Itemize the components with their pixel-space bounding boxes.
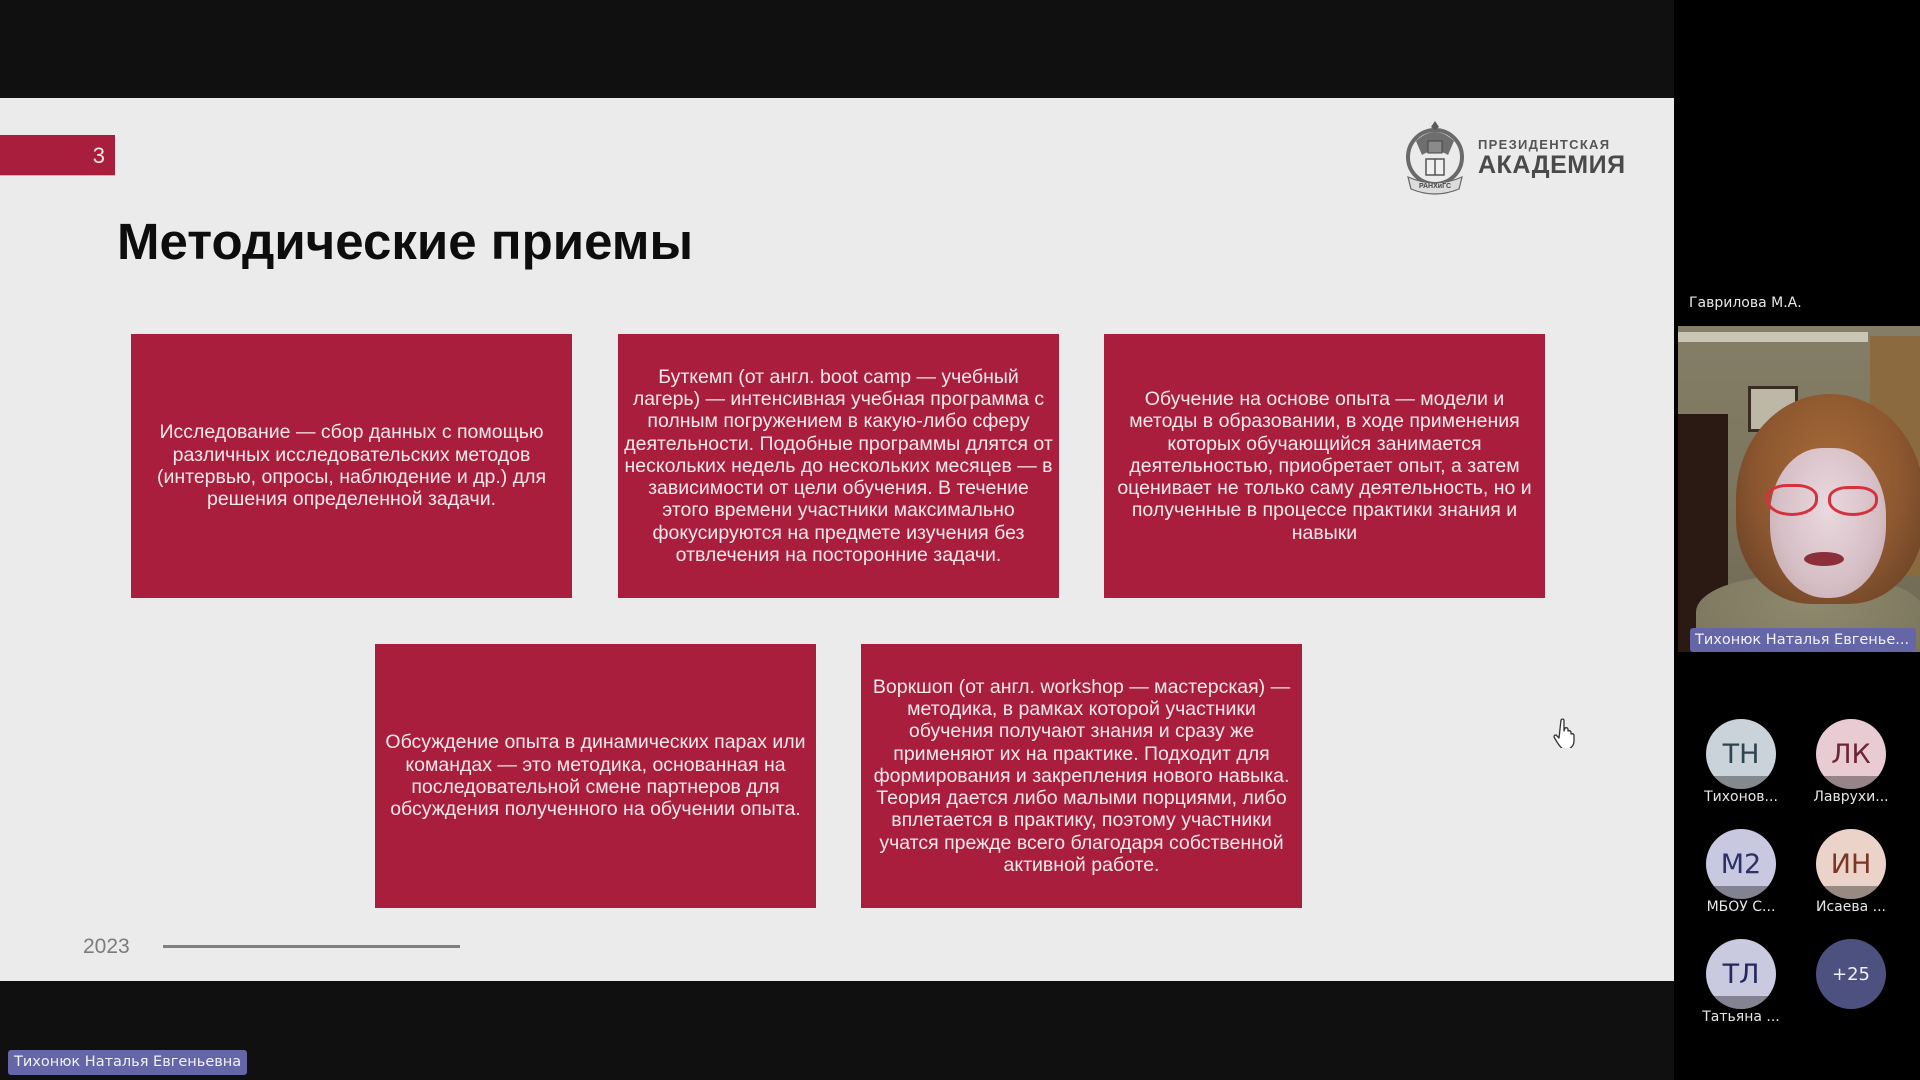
avatar: ИН xyxy=(1816,829,1886,899)
page-number: 3 xyxy=(92,143,105,168)
avatar: ЛК xyxy=(1816,719,1886,789)
speaker-name-label: Тихонюк Наталья Евгенье... xyxy=(1690,628,1916,652)
slide-title: Методические приемы xyxy=(117,213,694,270)
participant-name: Лаврухи... xyxy=(1813,789,1889,805)
logo-line2: АКАДЕМИЯ xyxy=(1478,151,1626,179)
method-box-text: Исследование — сбор данных с помощью различных исследовательских методов (интервью, опросы, наблюдение и др.) для решения определенной задачи. xyxy=(156,421,547,511)
footer-year: 2023 xyxy=(83,935,130,958)
participant-avatar-1[interactable] xyxy=(1686,719,1796,814)
speaker-video-tile[interactable] xyxy=(1678,326,1920,652)
academy-logo xyxy=(1402,115,1626,207)
method-box-experiential xyxy=(1104,334,1545,598)
method-box-research xyxy=(131,334,572,598)
participant-name: Исаева ... xyxy=(1816,899,1886,915)
participant-name: МБОУ С... xyxy=(1706,899,1776,915)
shared-slide xyxy=(0,98,1674,981)
avatar: М2 xyxy=(1706,829,1776,899)
method-box-text: Воркшоп (от англ. workshop — мастерская) — методика, в рамках которой участники обучения получают знания и сразу же применяют их на практике. Подходит для формирования и закрепления нового навыка. Теория дается либо малыми порциями, либо вплетается в практику, поэтому участники учатся прежде всего благодаря собственной активной работе. xyxy=(872,675,1291,877)
participant-tile-name: Гаврилова М.А. xyxy=(1684,292,1807,314)
avatar: ТН xyxy=(1706,719,1776,789)
participant-avatar-4[interactable] xyxy=(1796,829,1906,924)
presenter-name-tag: Тихонюк Наталья Евгеньевна xyxy=(8,1050,247,1075)
logo-line1: ПРЕЗИДЕНТСКАЯ xyxy=(1478,137,1611,152)
method-box-workshop xyxy=(861,644,1302,908)
participant-avatar-2[interactable] xyxy=(1796,719,1906,814)
svg-text:РАНХиГС: РАНХиГС xyxy=(1418,183,1452,190)
participant-avatar-3[interactable] xyxy=(1686,829,1796,924)
footer-divider xyxy=(163,945,460,948)
hand-pointer-icon xyxy=(1553,718,1577,748)
method-box-text: Обучение на основе опыта — модели и методы в образовании, в ходе применения которых обучающийся занимается деятельностью, приобретает опыт, а затем оценивает не только саму деятельность, но и полученные в процессе практики знания и навыки xyxy=(1117,387,1532,544)
more-participants-button[interactable] xyxy=(1796,939,1906,1034)
participant-name: Татьяна ... xyxy=(1702,1009,1780,1025)
participant-name: Тихонов... xyxy=(1704,789,1778,805)
method-box-bootcamp xyxy=(618,334,1059,598)
participants-panel xyxy=(1674,0,1920,1080)
method-box-text: Буткемп (от англ. boot camp — учебный лагерь) — интенсивная учебная программа с полным погружением в какую-либо сферу деятельности. Подобные программы длятся от нескольких недель до нескольких месяцев — в зависимости от цели обучения. В течение этого времени участники максимально фокусируются на предмете изучения без отвлечения на посторонние задачи. xyxy=(624,365,1053,567)
page-number-bar xyxy=(0,135,115,176)
more-participants-count: +25 xyxy=(1816,939,1886,1009)
method-box-text: Обсуждение опыта в динамических парах или командах — это методика, основанная на последовательной смене партнеров для обсуждения полученного на обучении опыта. xyxy=(385,731,806,821)
emblem-icon xyxy=(1402,115,1468,207)
method-box-dynamic-pairs xyxy=(375,644,816,908)
participant-avatar-5[interactable] xyxy=(1686,939,1796,1034)
avatar: ТЛ xyxy=(1706,939,1776,1009)
